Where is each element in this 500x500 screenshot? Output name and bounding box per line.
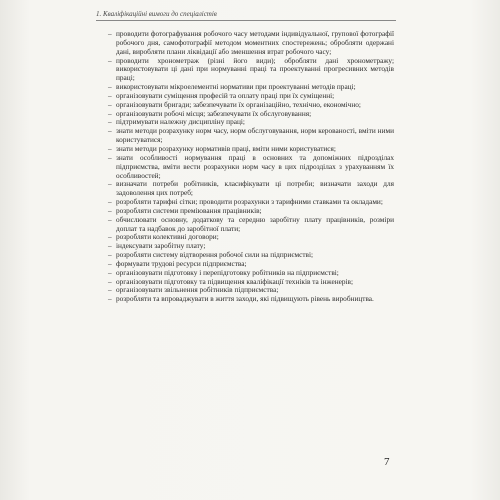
list-item: – організовувати бригади; забезпечувати їх організаційно, технічно, економічно; — [116, 101, 394, 110]
running-header: 1. Кваліфікаційні вимоги до спеціалістів — [96, 10, 396, 21]
list-item: – організовувати робочі місця; забезпечувати їх обслуговування; — [116, 110, 394, 119]
list-item: – проводити хронометраж (різні його види); обробляти дані хронометражу; використовувати ці дані при нормуванні праці та проектуванні прогресивних методів праці; — [116, 57, 394, 84]
list-item: – визначати потреби робітників, класифікувати ці потреби; визначати заходи для задоволення цих потреб; — [116, 180, 394, 198]
list-item: – проводити фотографування робочого часу методами індивідуальної, групової фотографії робочого дня, самофотографії методом моментних спостережень; обробляти одержані дані, виробляти плани ліквідації або зменшення втрат робочого часу; — [116, 30, 394, 57]
list-item: – підтримувати належну дисципліну праці; — [116, 118, 394, 127]
list-item: – розробляти тарифні сітки; проводити розрахунки з тарифними ставками та окладами; — [116, 198, 394, 207]
list-item: – знати особливості нормування праці в основних та допоміжних підрозділах підприємства, вміти вести розрахунки норм часу в цих підрозділах з урахуванням їх особливостей; — [116, 154, 394, 181]
list-item: – обчислювати основну, додаткову та середню заробітну плату працівників, розміри доплат та надбавок до заробітної плати; — [116, 216, 394, 234]
list-item: – організовувати суміщення професій та оплату праці при їх суміщенні; — [116, 92, 394, 101]
list-item: – розробляти та впроваджувати в життя заходи, які підвищують рівень виробництва. — [116, 295, 394, 304]
list-item: – індексувати заробітну плату; — [116, 242, 394, 251]
page-number: 7 — [384, 456, 390, 468]
list-item: – розробляти системи преміювання працівників; — [116, 207, 394, 216]
list-item: – розробляти колективні договори; — [116, 233, 394, 242]
list-item: – знати методи розрахунку нормативів праці, вміти ними користуватися; — [116, 145, 394, 154]
requirements-list — [116, 30, 394, 304]
list-item: – розробляти систему відтворення робочої сили на підприємстві; — [116, 251, 394, 260]
list-item: – використовувати мікроелементні нормативи при проектуванні методів праці; — [116, 83, 394, 92]
list-item: – знати методи розрахунку норм часу, норм обслуговування, норм керованості, вміти ними користуватися; — [116, 127, 394, 145]
list-item: – формувати трудові ресурси підприємства; — [116, 260, 394, 269]
list-item: – організовувати звільнення робітників підприємства; — [116, 286, 394, 295]
list-item: – організовувати підготовку та підвищення кваліфікації техніків та інженерів; — [116, 278, 394, 287]
list-item: – організовувати підготовку і перепідготовку робітників на підприємстві; — [116, 269, 394, 278]
